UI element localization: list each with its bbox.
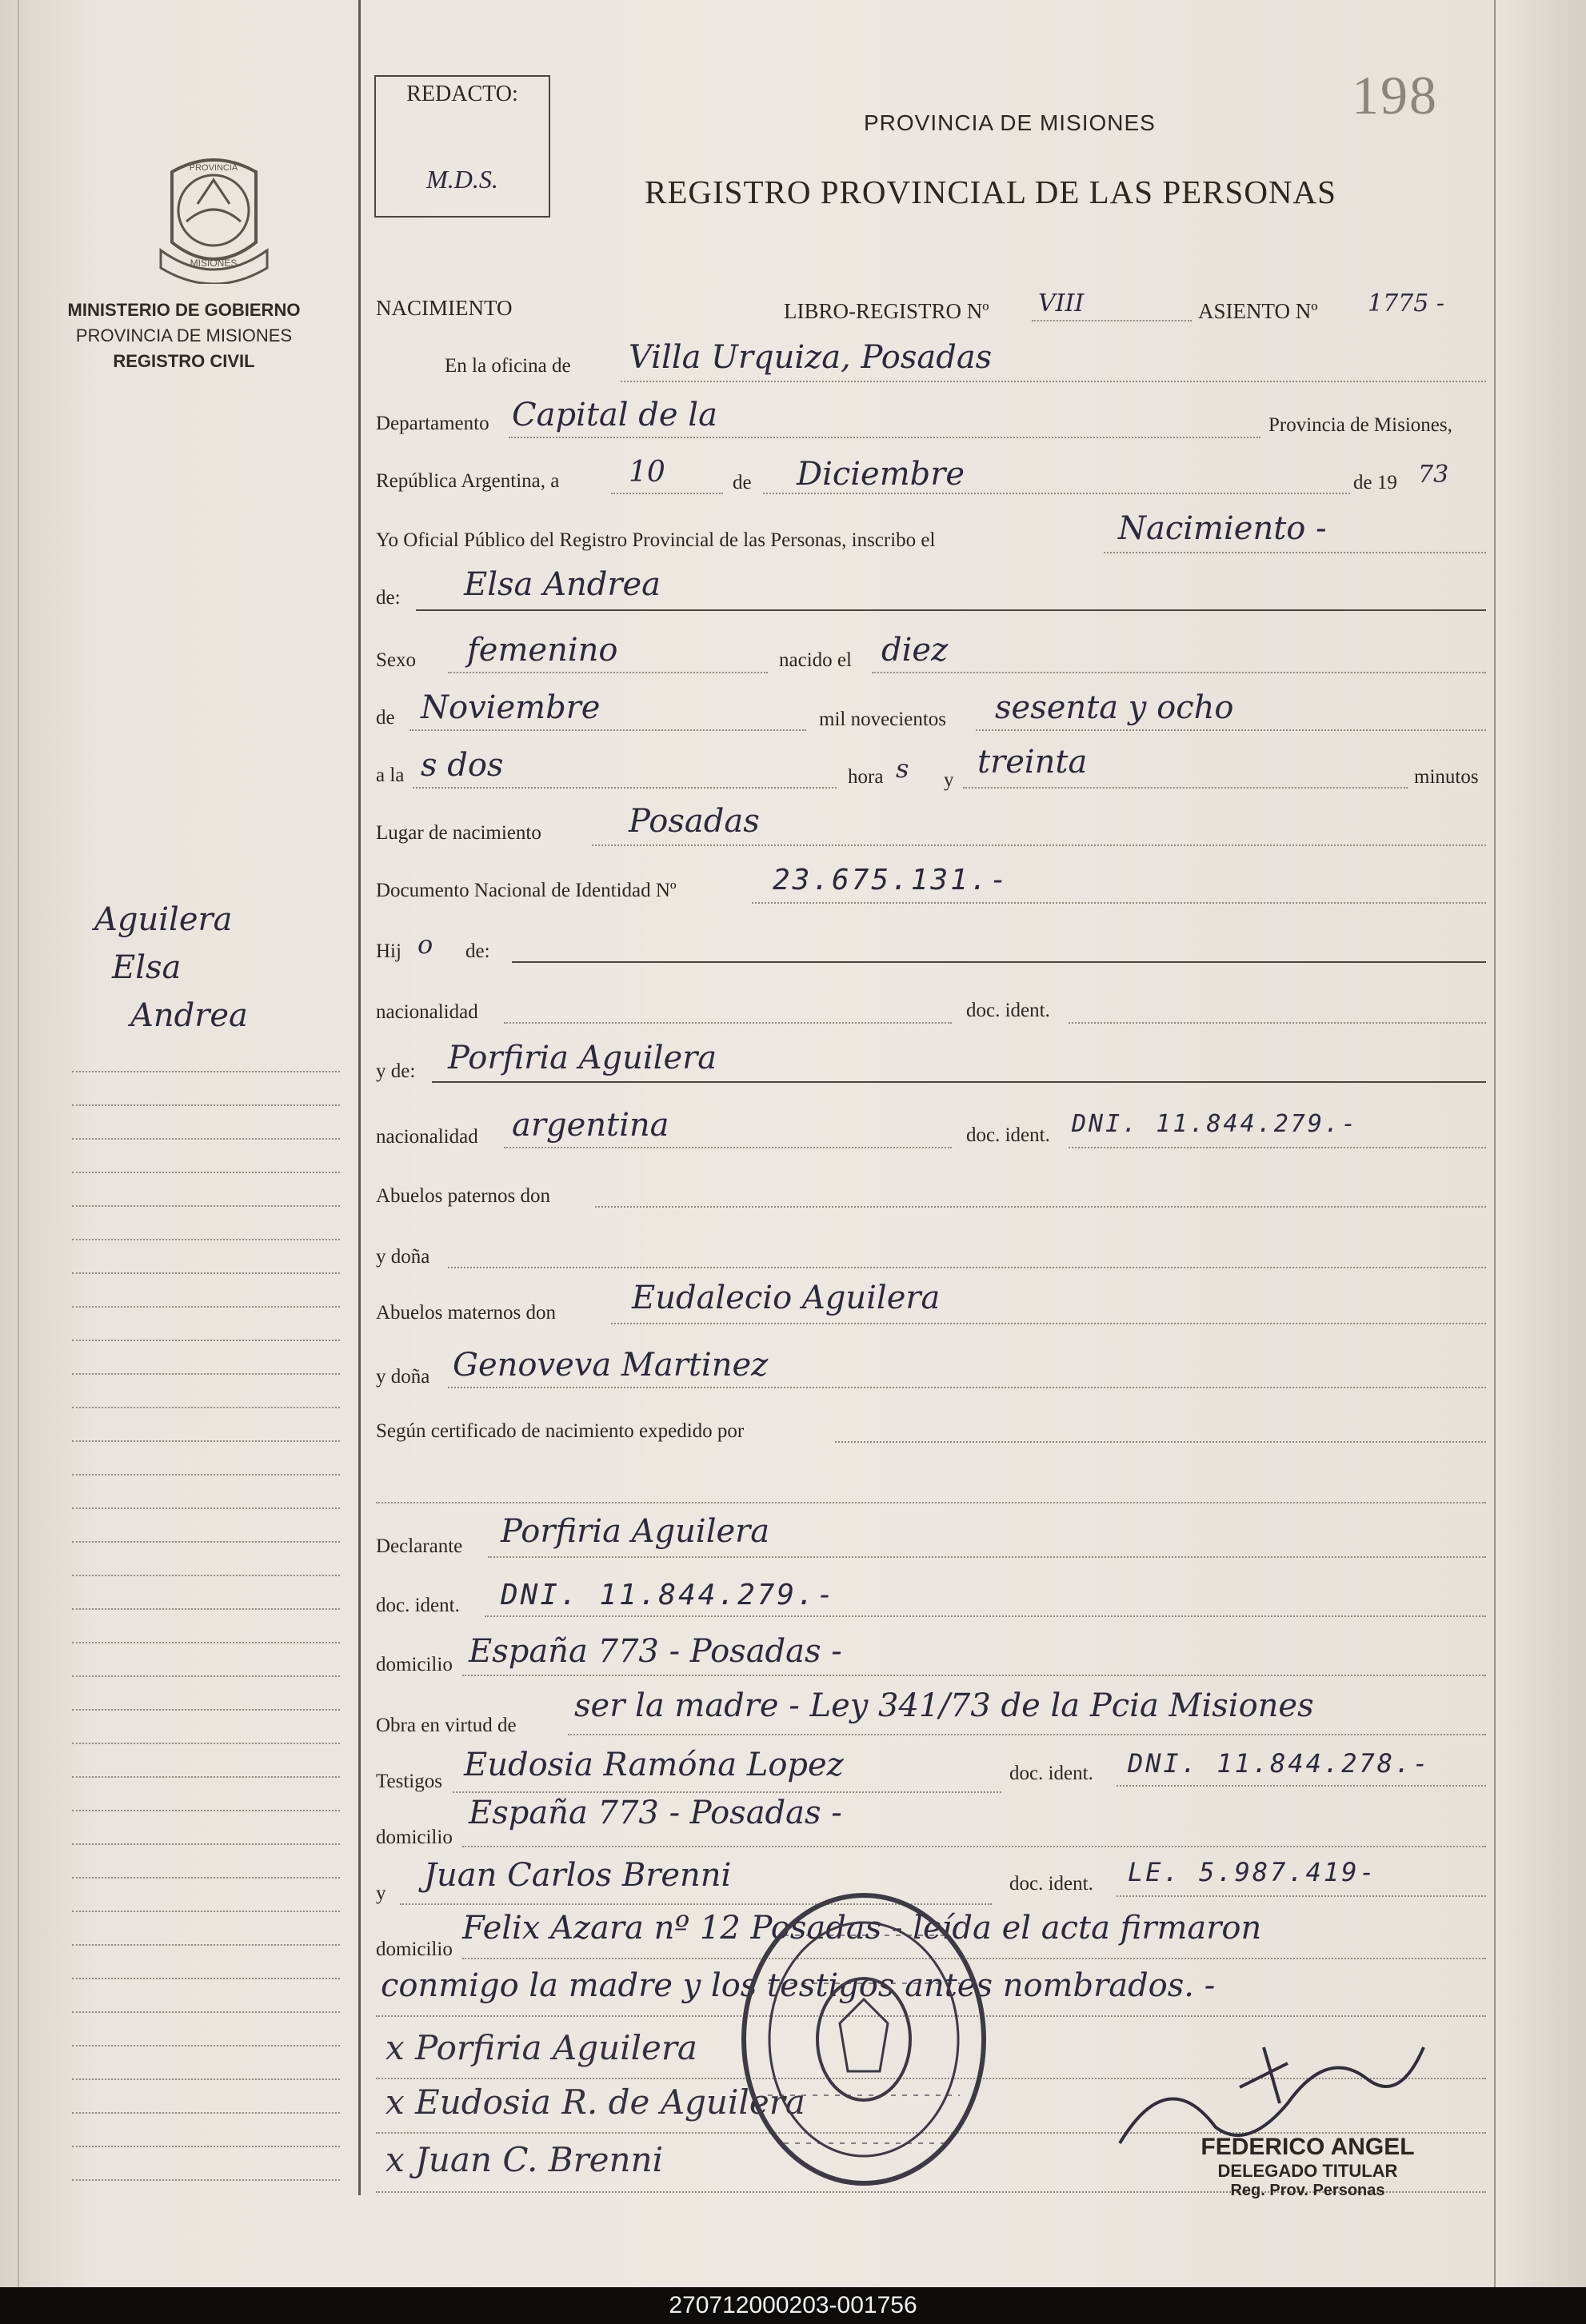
redacto-label: REDACTO: [406, 82, 518, 106]
domicilio1-label: domicilio [376, 1654, 453, 1675]
hijo-rule [512, 961, 1486, 963]
nacionalidad2-label: nacionalidad [376, 1126, 478, 1148]
inscribo-dots [1104, 552, 1486, 553]
yde-label: y de: [376, 1060, 416, 1082]
margin-name-annotation [94, 896, 248, 1040]
mil-label: mil novecientos [819, 709, 946, 730]
declarante-label: Declarante [376, 1535, 463, 1557]
domicilio1-value: España 773 - Posadas - [469, 1633, 842, 1670]
libro-dots [1032, 320, 1192, 321]
doc5-label: doc. ident. [1009, 1873, 1093, 1895]
dni-label: Documento Nacional de Identidad Nº [376, 880, 677, 901]
margin-surname: Aguilera [94, 901, 233, 938]
libro-value: VIII [1038, 290, 1085, 317]
mes-nac-de-label: de [376, 707, 395, 729]
margin-middle-name: Andrea [130, 997, 248, 1034]
domicilio2-value: España 773 - Posadas - [469, 1795, 842, 1831]
official-name: FEDERICO ANGEL [1200, 2134, 1415, 2160]
seal-bottom-text: MISIONES [190, 258, 238, 269]
sexo-dots [448, 672, 768, 673]
y-label: y [944, 769, 954, 791]
asiento-value: 1775 - [1368, 290, 1445, 317]
footer-id-bar [0, 2287, 1586, 2324]
domicilio2-label: domicilio [376, 1827, 453, 1848]
ydona2-dots [448, 1387, 1486, 1388]
nombre-de-label: de: [376, 587, 401, 609]
provincial-seal-icon [156, 148, 272, 284]
cierre-value: conmigo la madre y los testigos antes nombrados. - [381, 1967, 1216, 2004]
official-stamp-icon [736, 1887, 992, 2191]
departamento-label: Departamento [376, 413, 489, 434]
seal-top-text: PROVINCIA [189, 163, 238, 173]
domicilio1-dots [462, 1675, 1486, 1676]
libro-label: LIBRO-REGISTRO Nº [784, 299, 989, 323]
redacto-box [374, 75, 550, 218]
doc2-dots [1069, 1147, 1486, 1148]
signature-testigo2: x Juan C. Brenni [386, 2140, 664, 2179]
page-number: 198 [1352, 65, 1438, 126]
doc2-label: doc. ident. [966, 1124, 1050, 1146]
oficina-dots [621, 381, 1486, 382]
minutos-label: minutos [1414, 766, 1479, 788]
doc1-dots [1069, 1022, 1486, 1024]
ministry-line3: REGISTRO CIVIL [113, 351, 255, 371]
nacido-value: diez [881, 632, 949, 669]
inscribo-label: Yo Oficial Público del Registro Provincial de las Personas, inscribo el [376, 529, 936, 551]
testigo1-value: Eudosia Ramóna Lopez [464, 1747, 844, 1783]
abuelos-maternos-label: Abuelos maternos don [376, 1302, 556, 1324]
hijo-label: Hij [376, 940, 401, 962]
doc4-dots [1117, 1785, 1486, 1787]
doc3-label: doc. ident. [376, 1595, 460, 1616]
dia-value: 10 [629, 456, 665, 489]
ministry-block [64, 297, 304, 374]
registry-title: REGISTRO PROVINCIAL DE LAS PERSONAS [645, 174, 1336, 210]
hijo-de-label: de: [465, 940, 490, 962]
doc5-dots [1117, 1895, 1486, 1897]
mil-value: sesenta y ocho [995, 689, 1234, 726]
nacionalidad1-dots [504, 1022, 952, 1024]
sexo-value: femenino [467, 632, 618, 669]
nombre-rule [416, 609, 1486, 611]
ydona1-dots [448, 1267, 1486, 1268]
de-label: de [733, 472, 752, 493]
anio-label: de 19 [1353, 472, 1397, 493]
ministry-line2: PROVINCIA DE MISIONES [75, 325, 293, 345]
signature-madre: x Porfiria Aguilera [386, 2028, 697, 2067]
abuela-materna-value: Genoveva Martinez [453, 1347, 769, 1384]
obra-dots [568, 1734, 1486, 1735]
domicilio3-value: Felix Azara nº 12 Posadas - leída el acta firmaron [462, 1910, 1262, 1947]
doc3-dots [485, 1615, 1486, 1617]
doc4-value: DNI. 11.844.278.- [1128, 1748, 1431, 1779]
asiento-label: ASIENTO Nº [1198, 299, 1318, 323]
hora-value: s dos [421, 747, 504, 784]
abuelo-materno-value: Eudalecio Aguilera [632, 1280, 941, 1316]
declarante-dots [488, 1556, 1486, 1558]
ydona2-label: y doña [376, 1366, 430, 1388]
obra-value: ser la madre - Ley 341/73 de la Pcia Misiones [574, 1687, 1314, 1724]
abuelos-paternos-label: Abuelos paternos don [376, 1185, 551, 1207]
testigo2-value: Juan Carlos Brenni [424, 1857, 732, 1894]
nombre-value: Elsa Andrea [464, 566, 661, 603]
right-margin-rule [1494, 0, 1496, 2287]
edge-rule [18, 0, 19, 2287]
nacimiento-label: NACIMIENTO [376, 296, 513, 320]
doc4-label: doc. ident. [1009, 1763, 1093, 1784]
mes-nac-value: Noviembre [421, 689, 601, 726]
lugar-dots [592, 845, 1486, 846]
dni-value: 23.675.131.- [773, 864, 1010, 896]
ydona1-label: y doña [376, 1246, 430, 1268]
horas-suffix: s [896, 753, 909, 784]
mes-dots [763, 493, 1350, 494]
official-role: DELEGADO TITULAR [1217, 2161, 1398, 2181]
nacionalidad1-label: nacionalidad [376, 1001, 478, 1023]
oficina-label: En la oficina de [445, 355, 571, 377]
signature-testigo1: x Eudosia R. de Aguilera [386, 2082, 805, 2122]
madre-rule [432, 1081, 1486, 1083]
nacionalidad2-value: argentina [512, 1107, 669, 1144]
testigos-label: Testigos [376, 1771, 442, 1792]
anio-value: 73 [1418, 461, 1449, 489]
mil-dots [976, 729, 1486, 731]
dia-dots [611, 493, 723, 494]
doc3-value: DNI. 11.844.279.- [501, 1579, 837, 1611]
province-heading: PROVINCIA DE MISIONES [864, 110, 1156, 135]
mes-nac-dots [409, 729, 806, 731]
madre-value: Porfiria Aguilera [448, 1040, 717, 1076]
dni-dots [752, 902, 1486, 904]
doc1-label: doc. ident. [966, 1000, 1050, 1021]
declarante-value: Porfiria Aguilera [501, 1513, 770, 1550]
obra-label: Obra en virtud de [376, 1715, 517, 1736]
margin-first-name: Elsa [112, 949, 182, 986]
oficina-value: Villa Urquiza, Posadas [629, 339, 993, 376]
y2-label: y [376, 1883, 386, 1904]
hijo-suffix: o [417, 929, 433, 960]
hora-dots [413, 787, 837, 789]
left-margin-rule [358, 0, 361, 2195]
ministry-line1: MINISTERIO DE GOBIERNO [67, 300, 301, 320]
inscribo-value: Nacimiento - [1118, 510, 1327, 547]
sexo-label: Sexo [376, 649, 416, 671]
minutos-value: treinta [977, 744, 1088, 781]
nacionalidad2-dots [504, 1147, 952, 1148]
segun-dots-2 [376, 1502, 1486, 1503]
redacto-value: M.D.S. [426, 165, 498, 194]
horas-label: hora [848, 766, 884, 788]
testigo1-dots [453, 1791, 1001, 1793]
domicilio2-dots [462, 1846, 1486, 1847]
provincia-suffix: Provincia de Misiones, [1268, 414, 1452, 436]
lugar-label: Lugar de nacimiento [376, 822, 541, 844]
segun-dots [835, 1441, 1486, 1443]
departamento-dots [509, 437, 1260, 438]
abuelos-paternos-dots [595, 1206, 1486, 1208]
mes-value: Diciembre [797, 456, 965, 493]
abuelos-maternos-dots [611, 1323, 1486, 1324]
doc5-value: LE. 5.987.419- [1128, 1857, 1377, 1887]
ala-label: a la [376, 765, 405, 786]
official-block [1152, 2134, 1464, 2200]
official-office: Reg. Prov. Personas [1230, 2182, 1385, 2199]
footer-id: 270712000203-001756 [669, 2292, 917, 2318]
lugar-value: Posadas [629, 803, 760, 840]
departamento-value: Capital de la [512, 397, 717, 433]
republica-label: República Argentina, a [376, 470, 560, 492]
nacido-dots [872, 672, 1486, 673]
segun-label: Según certificado de nacimiento expedido por [376, 1420, 745, 1442]
nacido-label: nacido el [779, 649, 852, 671]
minutos-dots [963, 787, 1408, 789]
doc2-value: DNI. 11.844.279.- [1072, 1110, 1359, 1138]
domicilio3-label: domicilio [376, 1939, 453, 1960]
